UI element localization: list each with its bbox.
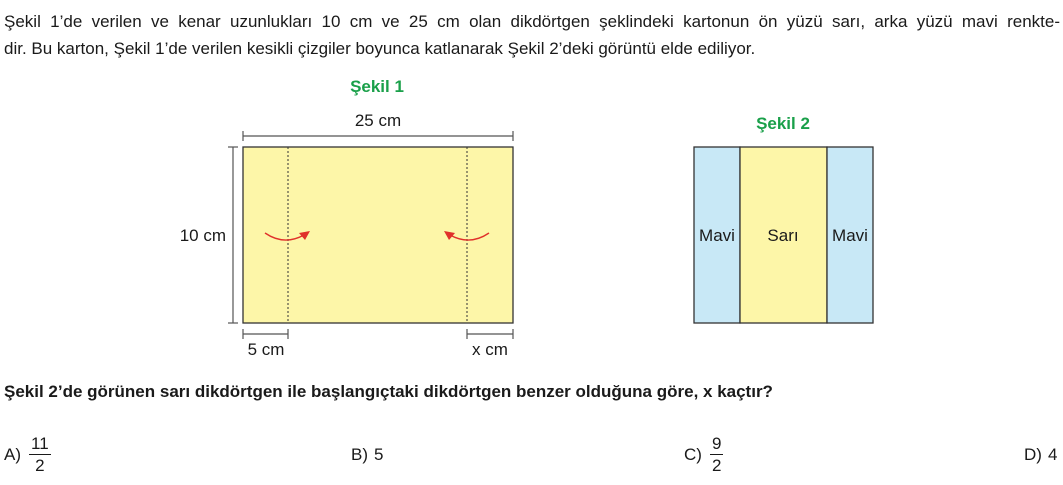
intro-line-1: Şekil 1’de verilen ve kenar uzunlukları 10 cm ve 25 cm olan dikdörtgen şeklindeki kartonun ön yüzü sarı, arka yüzü mavi renkte- [4,12,1060,31]
option-c[interactable] [684,434,723,475]
option-a-numerator: 11 [31,434,49,453]
option-c-denominator: 2 [711,456,722,475]
option-c-numerator: 9 [711,434,722,453]
option-a-fraction [29,434,51,475]
question-text: Şekil 2’de görünen sarı dikdörtgen ile başlangıçtaki dikdörtgen benzer olduğuna göre, x kaçtır? [4,382,773,401]
option-d-value: 4 [1047,445,1058,464]
option-c-fraction [710,434,723,475]
option-b-value: 5 [374,445,384,464]
figure1-cardboard [243,147,513,323]
option-a[interactable] [4,434,51,475]
option-d-label: D) [1024,445,1042,464]
option-c-label: C) [684,444,702,464]
figure1-title: Şekil 1 [350,77,404,96]
figure1-bottom-left-dimension [243,329,288,339]
option-b[interactable] [351,445,383,465]
option-b-label: B) [351,445,368,464]
figure2-left-label: Mavi [699,226,735,245]
intro-line-2: dir. Bu karton, Şekil 1’de verilen kesikli çizgiler boyunca katlanarak Şekil 2’deki görüntü elde ediliyor. [4,39,756,58]
figure1-top-label: 25 cm [354,111,402,130]
figure1-side-dimension [228,147,238,323]
figure2-center-label: Sarı [767,226,799,245]
figure1-bottom-right-label: x cm [472,340,508,359]
figure1-side-label: 10 cm [179,226,226,245]
figure1-bottom-right-dimension [467,329,513,339]
figure1-bottom-left-label: 5 cm [247,340,285,359]
option-a-label: A) [4,444,21,464]
figure2-title: Şekil 2 [756,114,810,133]
figure2-right-label: Mavi [832,226,868,245]
figure1-top-dimension [243,131,513,141]
option-d[interactable] [1024,445,1057,465]
option-a-denominator: 2 [35,456,45,475]
